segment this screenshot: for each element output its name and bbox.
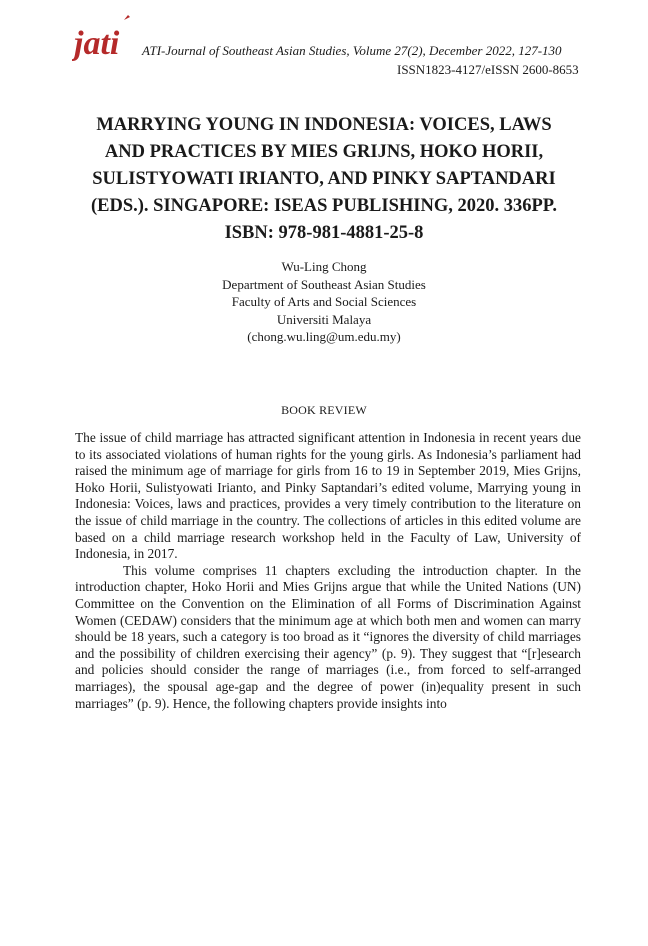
title-line: (EDS.). SINGAPORE: ISEAS PUBLISHING, 2020. 336PP. [90,196,557,216]
title-line: ISBN: 978-981-4881-25-8 [224,223,424,243]
logo-accent-mark [124,15,130,20]
section-label: BOOK REVIEW [281,403,367,417]
paragraph: The issue of child marriage has attracted significant attention in Indonesia in recent years due to its associated violations of human rights for the young girls. As Indonesia’s parliament had raised the minimum age of marriage for girls from 16 to 19 in September 2019, Mies Grijns, Hoko Horii, Sulistyowati Irianto, and Pinky Saptandari’s edited volume, Marrying young in Indonesia: Voices, laws and practices, provides a very timely contribution to the literature on the issue of child marriage in the country. The collections of articles in this edited volume are based on a child marriage research workshop held in the Faculty of Law, University of Indonesia, in 2017. [75,430,581,562]
body-text [75,430,581,712]
article-title [60,112,588,247]
journal-logo [72,14,142,66]
issn-line: ISSN1823-4127/eISSN 2600-8653 [397,62,579,77]
author-university: Universiti Malaya [276,311,372,327]
author-name: Wu-Ling Chong [281,259,367,274]
author-department: Department of Southeast Asian Studies [222,276,426,292]
title-line: MARRYING YOUNG IN INDONESIA: VOICES, LAWS [96,115,552,135]
title-line: SULISTYOWATI IRIANTO, AND PINKY SAPTANDARI [92,169,556,189]
title-line: AND PRACTICES BY MIES GRIJNS, HOKO HORII, [104,142,544,162]
journal-citation: ATI-Journal of Southeast Asian Studies, Volume 27(2), December 2022, 127-130 [142,43,562,58]
author-block [60,258,588,346]
author-email[interactable]: (chong.wu.ling@um.edu.my) [247,329,401,344]
paragraph: This volume comprises 11 chapters excluding the introduction chapter. In the introduction chapter, Hoko Horii and Mies Grijns argue that while the United Nations (UN) Committee on the Convention on the Elimination of all Forms of Discrimination Against Women (CEDAW) considers that the minimum age at which both men and women can marry should be 18 years, such a category is too broad as it “ignores the diversity of child marriages and the possibility of children exercising their agency” (p. 9). They suggest that “[r]esearch and policies should consider the range of marriages (i.e., from forced to self-arranged marriages), the spousal age-gap and the degree of power (in)equality present in such marriages” (p. 9). Hence, the following chapters provide insights into [75,562,581,711]
author-faculty: Faculty of Arts and Social Sciences [231,294,417,309]
logo-wordmark: jati [74,25,120,62]
